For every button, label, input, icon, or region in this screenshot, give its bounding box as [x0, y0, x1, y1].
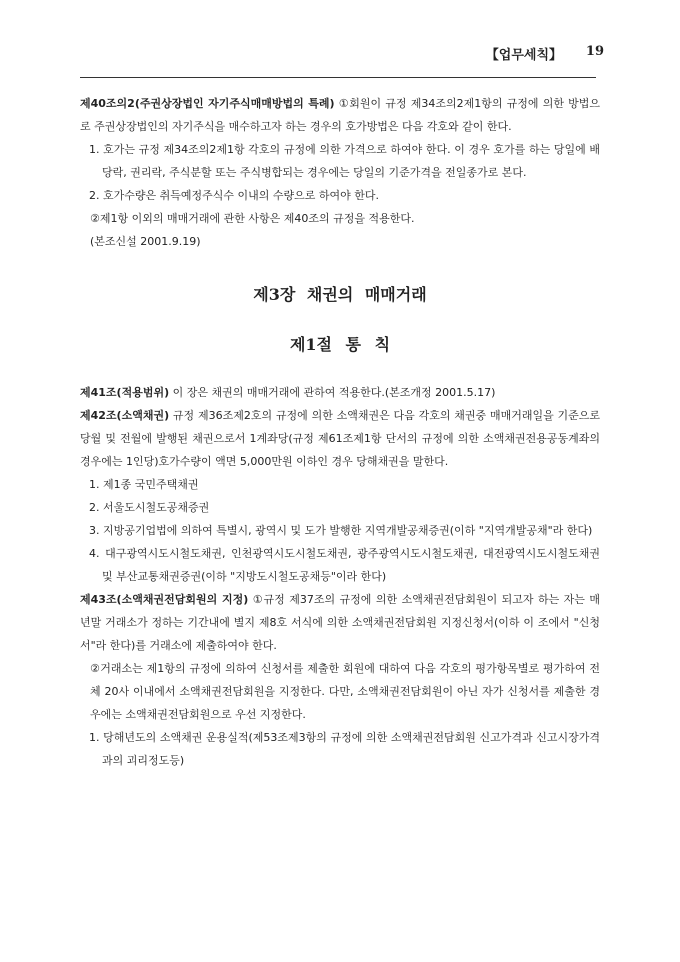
list-item: 1. 당해년도의 소액채권 운용실적(제53조제3항의 규정에 의한 소액채권전담회원 신고가격과 신고시장가격과의 괴리정도등)	[89, 731, 600, 767]
article-text: 규정 제36조제2호의 규정에 의한 소액채권은 다음 각호의 채권중 매매거래일을 기준으로 당월 및 전월에 발행된 채권으로서 1계좌당(규정 제61조제1항 단서의 규정에 의한 소액채권전용공동계좌의 경우에는 1인당)호가수량이 액면 5,000만원 이하인 경우 당해채권을 말한다.	[80, 409, 600, 468]
article-paragraph: ②제1항 이외의 매매거래에 관한 사항은 제40조의 규정을 적용한다.	[90, 212, 415, 225]
page-number: 19	[585, 44, 604, 59]
list-item: 1. 제1종 국민주택채권	[89, 478, 199, 491]
page-header	[0, 40, 680, 64]
article-43	[80, 588, 600, 657]
article-paragraph: ②거래소는 제1항의 규정에 의하여 신청서를 제출한 회원에 대하여 다음 각호의 평가항목별로 평가하여 전체 20사 이내에서 소액채권전담회원을 지정한다. 다만, 소액채권전담회원이 아닌 자가 신청서를 제출한 경우에는 소액채권전담회원으로 우선 지정한다.	[90, 662, 600, 721]
list-item: 2. 호가수량은 취득예정주식수 이내의 수량으로 하여야 한다.	[89, 189, 379, 202]
section-label: 【업무세칙】	[485, 48, 562, 63]
chapter-title: 제3장 채권의 매매거래	[253, 285, 427, 304]
article-40-2	[80, 92, 600, 138]
article-41	[80, 381, 600, 404]
list-item: 4. 대구광역시도시철도채권, 인천광역시도시철도채권, 광주광역시도시철도채권, 대전광역시도시철도채권 및 부산교통채권증권(이하 "지방도시철도공채등"이라 한다)	[89, 547, 600, 583]
article-text: ①규정 제37조의 규정에 의한 소액채권전담회원이 되고자 하는 자는 매년말 거래소가 정하는 기간내에 별지 제8호 서식에 의한 소액채권전담회원 지정신청서(이하 이 조에서 "신청서"라 한다)를 거래소에 제출하여야 한다.	[80, 593, 600, 652]
section-title: 제1절 통 칙	[289, 335, 391, 354]
list-item: 3. 지방공기업법에 의하여 특별시, 광역시 및 도가 발행한 지역개발공채증권(이하 "지역개발공채"라 한다)	[89, 524, 593, 537]
amendment-note: (본조신설 2001.9.19)	[90, 235, 201, 248]
article-text: 이 장은 채권의 매매거래에 관하여 적용한다.(본조개정 2001.5.17)	[169, 386, 496, 399]
header-rule	[80, 77, 596, 78]
article-heading: 제41조(적용범위)	[80, 386, 170, 399]
list-item: 2. 서울도시철도공채증권	[89, 501, 210, 514]
article-heading: 제42조(소액채권)	[80, 409, 170, 422]
article-heading: 제43조(소액채권전담회원의 지정)	[80, 593, 249, 606]
article-text: ①회원이 규정 제34조의2제1항의 규정에 의한 방법으로 주권상장법인의 자기주식을 매수하고자 하는 경우의 호가방법은 다음 각호와 같이 한다.	[80, 97, 600, 133]
article-42	[80, 404, 600, 473]
list-item: 1. 호가는 규정 제34조의2제1항 각호의 규정에 의한 가격으로 하여야 한다. 이 경우 호가를 하는 당일에 배당락, 권리락, 주식분할 또는 주식병합되는 경우에는 당일의 기준가격을 전일종가로 본다.	[89, 143, 600, 179]
document-body	[80, 92, 600, 772]
article-heading: 제40조의2(주권상장법인 자기주식매매방법의 특례)	[80, 97, 335, 110]
